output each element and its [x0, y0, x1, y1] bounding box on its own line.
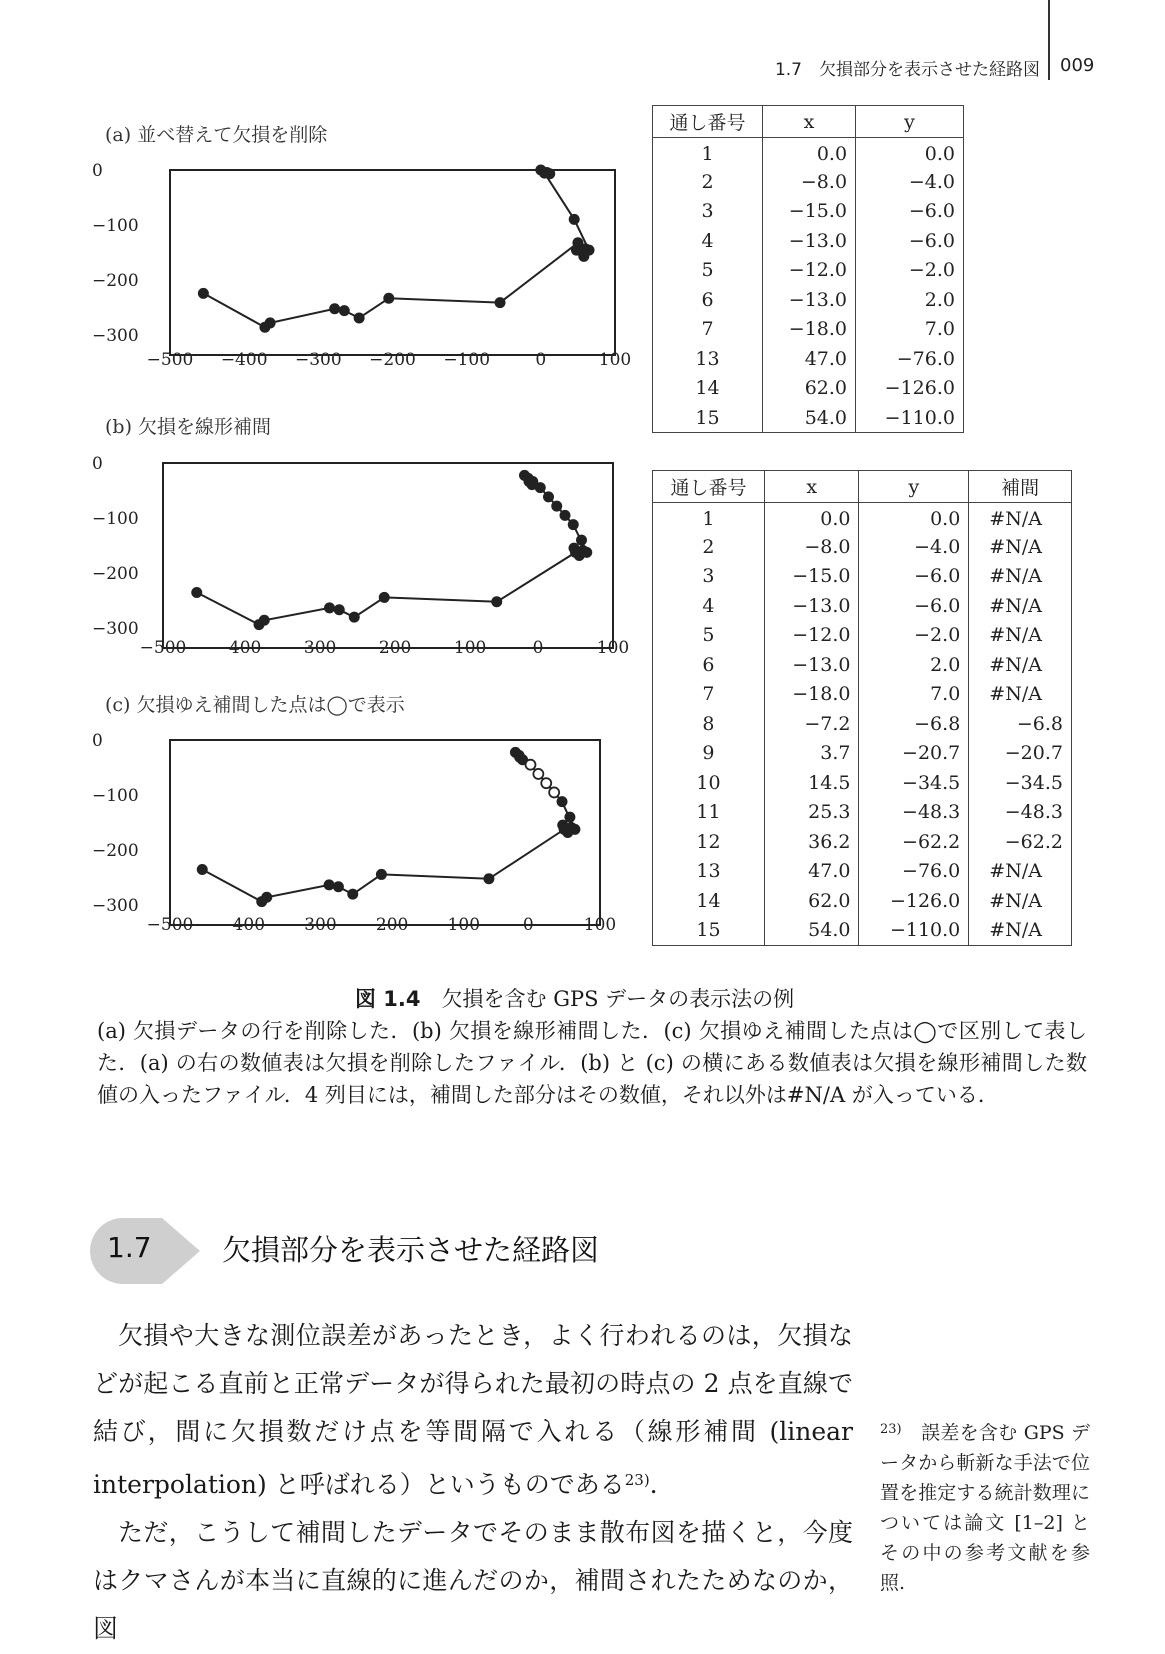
table-row — [653, 650, 1072, 680]
table-cell: 0.0 — [764, 503, 859, 533]
x-tick-label: −200 — [369, 350, 416, 370]
table-cell: 62.0 — [763, 374, 856, 404]
y-tick-label: −300 — [92, 896, 139, 916]
table-cell: 54.0 — [763, 403, 856, 433]
data-point — [349, 612, 360, 623]
table-cell: −34.5 — [859, 768, 969, 798]
table-row — [653, 562, 1072, 592]
data-point — [197, 864, 208, 875]
table-cell: #N/A — [969, 886, 1072, 916]
paragraph-1 — [93, 1312, 853, 1509]
y-tick-label: 0 — [92, 161, 103, 181]
plot-frame — [170, 170, 615, 355]
table-header-cell: 通し番号 — [653, 106, 763, 138]
table-cell: 8 — [653, 709, 765, 739]
table-row — [653, 403, 964, 433]
table-cell: −6.0 — [856, 197, 964, 227]
table-header-cell: 補間 — [969, 471, 1072, 503]
data-point — [581, 547, 592, 558]
section-title: 欠損部分を表示させた経路図 — [222, 1233, 600, 1267]
table-cell: −110.0 — [859, 916, 969, 946]
table-cell: −110.0 — [856, 403, 964, 433]
table-row — [653, 256, 964, 286]
table-cell: 36.2 — [764, 827, 859, 857]
table-row — [653, 138, 964, 168]
table-cell: −7.2 — [764, 709, 859, 739]
table-cell: 2.0 — [859, 650, 969, 680]
table-cell: −12.0 — [764, 621, 859, 651]
data-point — [259, 615, 270, 626]
table-cell: #N/A — [969, 650, 1072, 680]
paragraph-1-end: ． — [649, 1470, 675, 1499]
x-tick-label: −400 — [218, 915, 266, 935]
x-tick-label: −500 — [139, 638, 187, 658]
footnote-text: 誤差を含む GPS データから斬新な手法で位置を推定する統計数理については論文 [1–2] とその中の参考文献を参照. — [880, 1422, 1090, 1594]
table-cell: 14 — [653, 886, 765, 916]
table-cell: −48.3 — [859, 798, 969, 828]
table-cell: 0.0 — [856, 138, 964, 168]
x-tick-label: 100 — [598, 350, 632, 370]
table-header-cell: x — [763, 106, 856, 138]
table-cell: 6 — [653, 285, 763, 315]
table-cell: 7.0 — [859, 680, 969, 710]
table-cell: 25.3 — [764, 798, 859, 828]
footnote-mark: 23) — [880, 1422, 902, 1437]
figure-caption-title — [355, 983, 794, 1013]
section-number: 1.7 — [107, 1231, 152, 1264]
table-row — [653, 798, 1072, 828]
figure-title: 欠損を含む GPS データの表示法の例 — [441, 987, 795, 1011]
data-point — [376, 869, 387, 880]
table-cell: −8.0 — [764, 532, 859, 562]
x-tick-label: 0 — [522, 915, 534, 935]
table-cell: 7 — [653, 680, 765, 710]
table-row — [653, 167, 964, 197]
data-point — [334, 604, 345, 615]
table-cell: −4.0 — [859, 532, 969, 562]
page-number: 009 — [1060, 55, 1095, 76]
x-tick-label: −100 — [433, 915, 481, 935]
table-cell: 14.5 — [764, 768, 859, 798]
data-point — [557, 796, 568, 807]
y-tick-label: 0 — [92, 454, 103, 474]
table-cell: 4 — [653, 226, 763, 256]
table-header-cell: y — [859, 471, 969, 503]
interpolated-point — [541, 778, 551, 788]
table-cell: 2 — [653, 532, 765, 562]
table-cell: −6.0 — [859, 562, 969, 592]
table-header-cell: y — [856, 106, 964, 138]
x-tick-label: 100 — [583, 915, 617, 935]
series-line — [197, 475, 587, 624]
data-point — [191, 587, 202, 598]
x-tick-label: −300 — [289, 915, 337, 935]
x-tick-label: −400 — [220, 350, 268, 370]
chart-a — [90, 155, 632, 375]
data-point — [265, 317, 276, 328]
data-point — [576, 535, 587, 546]
table-cell: −6.0 — [859, 591, 969, 621]
panel-a-label: (a) 並べ替えて欠損を削除 — [105, 124, 328, 146]
y-tick-label: −100 — [92, 786, 139, 806]
y-tick-label: −200 — [92, 841, 139, 861]
x-tick-label: 100 — [596, 638, 630, 658]
panel-b-label: (b) 欠損を線形補間 — [105, 416, 272, 438]
table-cell: #N/A — [969, 621, 1072, 651]
paragraph-2: ただ，こうして補間したデータでそのまま散布図を描くと，今度はクマさんが本当に直線的に進んだのか，補間されたためなのか，図 — [93, 1518, 853, 1643]
table-cell: 12 — [653, 827, 765, 857]
table-cell: −20.7 — [859, 739, 969, 769]
table-cell: 13 — [653, 857, 765, 887]
plot-frame — [163, 463, 613, 648]
table-cell: −8.0 — [763, 167, 856, 197]
table-cell: #N/A — [969, 503, 1072, 533]
table-cell: 14 — [653, 374, 763, 404]
table-row — [653, 886, 1072, 916]
table-cell: −2.0 — [859, 621, 969, 651]
chart-b — [90, 443, 630, 663]
data-point — [560, 510, 571, 521]
table-cell: −18.0 — [763, 315, 856, 345]
y-tick-label: −100 — [92, 216, 139, 236]
data-point — [551, 501, 562, 512]
table-cell: −13.0 — [763, 226, 856, 256]
data-point — [329, 303, 340, 314]
table-row — [653, 374, 964, 404]
table-cell: 0.0 — [859, 503, 969, 533]
table-cell: 15 — [653, 916, 765, 946]
y-tick-label: 0 — [92, 731, 103, 751]
x-tick-label: −500 — [146, 350, 194, 370]
table-cell: 62.0 — [764, 886, 859, 916]
table-cell: −13.0 — [763, 285, 856, 315]
table-row — [653, 591, 1072, 621]
data-point — [324, 879, 335, 890]
interpolated-point — [549, 787, 559, 797]
x-tick-label: −100 — [439, 638, 487, 658]
table-cell: 3 — [653, 197, 763, 227]
running-title: 1.7 欠損部分を表示させた経路図 — [774, 60, 1040, 80]
table-row — [653, 315, 964, 345]
y-tick-label: −300 — [92, 619, 139, 639]
table-cell: 3.7 — [764, 739, 859, 769]
table-row — [653, 680, 1072, 710]
table-cell: −6.0 — [856, 226, 964, 256]
table-cell: 2.0 — [856, 285, 964, 315]
table-row — [653, 503, 1072, 533]
table-header-cell: x — [764, 471, 859, 503]
x-tick-label: 0 — [532, 638, 544, 658]
table-row — [653, 621, 1072, 651]
table-cell: #N/A — [969, 857, 1072, 887]
table-cell: #N/A — [969, 562, 1072, 592]
data-point — [564, 812, 575, 823]
table-cell: 4 — [653, 591, 765, 621]
footnote — [880, 1415, 1090, 1598]
chart-c — [90, 720, 617, 940]
panel-c-label: (c) 欠損ゆえ補間した点は◯で表示 — [105, 694, 405, 716]
table-cell: −34.5 — [969, 768, 1072, 798]
table-cell: −62.2 — [969, 827, 1072, 857]
x-tick-label: −200 — [364, 638, 412, 658]
table-cell: #N/A — [969, 916, 1072, 946]
data-point — [383, 293, 394, 304]
table-cell: −20.7 — [969, 739, 1072, 769]
data-point — [198, 288, 209, 299]
x-tick-label: 0 — [535, 350, 547, 370]
table-cell: −76.0 — [859, 857, 969, 887]
table-cell: −126.0 — [859, 886, 969, 916]
footnote-ref: 23) — [624, 1471, 650, 1489]
table-cell: 2 — [653, 167, 763, 197]
table-row — [653, 857, 1072, 887]
data-point — [261, 892, 272, 903]
table-cell: #N/A — [969, 532, 1072, 562]
table-cell: −2.0 — [856, 256, 964, 286]
table-row — [653, 916, 1072, 946]
table-cell: −12.0 — [763, 256, 856, 286]
data-point — [491, 596, 502, 607]
x-tick-label: −200 — [361, 915, 409, 935]
table-row — [653, 827, 1072, 857]
data-point — [324, 602, 335, 613]
table-row — [653, 197, 964, 227]
data-point — [584, 245, 595, 256]
data-point — [483, 873, 494, 884]
y-tick-label: −200 — [92, 271, 139, 291]
table-cell: 0.0 — [763, 138, 856, 168]
data-point — [527, 479, 538, 490]
figure-label: 図 1.4 — [355, 987, 421, 1011]
table-cell: 11 — [653, 798, 765, 828]
y-tick-label: −200 — [92, 564, 139, 584]
table-row — [653, 344, 964, 374]
table-cell: 6 — [653, 650, 765, 680]
table-row — [653, 226, 964, 256]
table-cell: −6.8 — [969, 709, 1072, 739]
table-cell: −13.0 — [764, 591, 859, 621]
interpolated-point — [525, 760, 535, 770]
data-point — [569, 214, 580, 225]
data-point — [568, 519, 579, 530]
table-cell: 5 — [653, 256, 763, 286]
table-cell: −48.3 — [969, 798, 1072, 828]
data-point — [569, 824, 580, 835]
x-tick-label: −300 — [289, 638, 337, 658]
interpolated-point — [533, 769, 543, 779]
table-cell: 5 — [653, 621, 765, 651]
table-cell: 10 — [653, 768, 765, 798]
table-cell: 13 — [653, 344, 763, 374]
table-cell: −4.0 — [856, 167, 964, 197]
table-cell: 1 — [653, 138, 763, 168]
table-cell: −15.0 — [763, 197, 856, 227]
table-row — [653, 285, 964, 315]
table-cell: 3 — [653, 562, 765, 592]
data-point — [544, 168, 555, 179]
series-line — [202, 752, 575, 901]
data-point — [333, 881, 344, 892]
y-tick-label: −100 — [92, 509, 139, 529]
body-text — [93, 1312, 853, 1653]
data-point — [379, 592, 390, 603]
table-cell: −6.8 — [859, 709, 969, 739]
table-cell: 1 — [653, 503, 765, 533]
table-row — [653, 709, 1072, 739]
figure-caption-body: (a) 欠損データの行を削除した．(b) 欠損を線形補間した．(c) 欠損ゆえ補間した点は◯で区別して表した．(a) の右の数値表は欠損を削除したファイル．(b) と (c) の横にある数値表は欠損を線形補間した数値の入ったファイル．4 列目には，補間した部分はその数値，それ以外は#N/A が入っている． — [97, 1019, 1087, 1107]
table-row — [653, 532, 1072, 562]
table-interpolated — [652, 470, 1072, 946]
data-point — [354, 313, 365, 324]
table-row — [653, 739, 1072, 769]
series-line — [203, 170, 589, 327]
x-tick-label: −500 — [146, 915, 194, 935]
data-point — [339, 305, 350, 316]
table-cell: #N/A — [969, 680, 1072, 710]
header-rule — [1048, 0, 1050, 80]
data-point — [347, 889, 358, 900]
table-cell: 7.0 — [856, 315, 964, 345]
table-cell: 47.0 — [764, 857, 859, 887]
table-cell: −15.0 — [764, 562, 859, 592]
table-deleted — [652, 105, 964, 433]
x-tick-label: −300 — [294, 350, 342, 370]
x-tick-label: −400 — [214, 638, 262, 658]
y-tick-label: −300 — [92, 326, 139, 346]
table-cell: −18.0 — [764, 680, 859, 710]
paragraph-1-text: 欠損や大きな測位誤差があったとき，よく行われるのは，欠損などが起こる直前と正常データが得られた最初の時点の 2 点を直線で結び，間に欠損数だけ点を等間隔で入れる（線形補間 (linear interpolation) と呼ばれる）というものである — [93, 1321, 853, 1499]
table-cell: 7 — [653, 315, 763, 345]
table-cell: −62.2 — [859, 827, 969, 857]
table-cell: 15 — [653, 403, 763, 433]
table-header-cell: 通し番号 — [653, 471, 765, 503]
table-row — [653, 768, 1072, 798]
table-cell: −13.0 — [764, 650, 859, 680]
table-cell: −76.0 — [856, 344, 964, 374]
data-point — [495, 297, 506, 308]
table-cell: 54.0 — [764, 916, 859, 946]
table-cell: −126.0 — [856, 374, 964, 404]
table-cell: 47.0 — [763, 344, 856, 374]
x-tick-label: −100 — [443, 350, 491, 370]
table-cell: #N/A — [969, 591, 1072, 621]
data-point — [543, 491, 554, 502]
table-cell: 9 — [653, 739, 765, 769]
